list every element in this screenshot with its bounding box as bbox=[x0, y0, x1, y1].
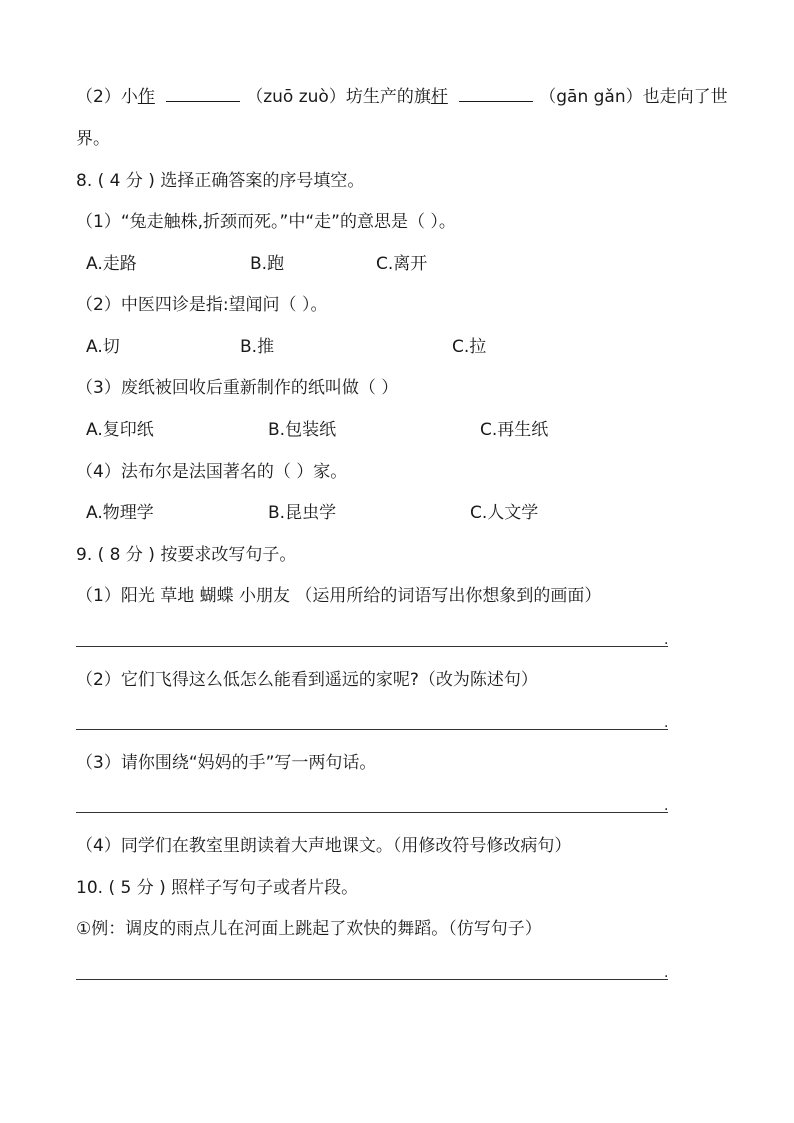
q8-item-4-option-c[interactable]: C.人文学 bbox=[470, 503, 539, 523]
q8-item-4-option-b[interactable]: B.昆虫学 bbox=[268, 503, 337, 523]
q8-item-1-question: （1）“兔走触株,折颈而死。”中“走”的意思是（ ）。 bbox=[76, 212, 456, 232]
q8-item-3-question: （3）废纸被回收后重新制作的纸叫做（ ） bbox=[76, 378, 399, 398]
q9-item-1-answer-line[interactable] bbox=[76, 646, 668, 647]
q10-item-1-answer-line[interactable] bbox=[76, 979, 668, 980]
q7-blank-1[interactable] bbox=[166, 87, 240, 102]
q7-pinyin-1: （zuō zuò）坊生产的旗 bbox=[246, 87, 431, 107]
q8-item-1-option-c[interactable]: C.离开 bbox=[376, 254, 428, 274]
q8-item-3-option-a[interactable]: A.复印纸 bbox=[86, 420, 154, 440]
q7-part2-line bbox=[76, 86, 728, 108]
q8-item-4-question: （4）法布尔是法国著名的（ ）家。 bbox=[76, 462, 348, 482]
q9-item-2-answer-line[interactable] bbox=[76, 729, 668, 730]
q8-item-4-option-a[interactable]: A.物理学 bbox=[86, 503, 154, 523]
q8-item-2-option-b[interactable]: B.推 bbox=[240, 337, 275, 357]
q8-item-2-option-c[interactable]: C.拉 bbox=[452, 337, 487, 357]
q7-pinyin-2: （gān gǎn）也走向了世 bbox=[539, 87, 728, 107]
q9-item-2-line-end: . bbox=[664, 715, 669, 731]
q10-item-1: ①例：调皮的雨点儿在河面上跳起了欢快的舞蹈。（仿写句子） bbox=[76, 919, 542, 939]
q7-word-2: 杆 bbox=[430, 87, 448, 107]
q9-item-3: （3）请你围绕“妈妈的手”写一两句话。 bbox=[76, 753, 377, 773]
q7-word-1: 作 bbox=[137, 87, 155, 107]
q8-item-1-option-b[interactable]: B.跑 bbox=[250, 254, 285, 274]
q9-title: 9. ( 8 分 ) 按要求改写句子。 bbox=[76, 545, 297, 565]
q9-item-1: （1）阳光 草地 蝴蝶 小朋友 （运用所给的词语写出你想象到的画面） bbox=[76, 586, 602, 606]
q8-title: 8. ( 4 分 ) 选择正确答案的序号填空。 bbox=[76, 171, 365, 191]
q7-blank-2[interactable] bbox=[459, 87, 533, 102]
q9-item-2: （2）它们飞得这么低怎么能看到遥远的家呢?（改为陈述句） bbox=[76, 670, 538, 690]
q8-item-2-question: （2）中医四诊是指:望闻问（ ）。 bbox=[76, 295, 328, 315]
q8-item-3-option-c[interactable]: C.再生纸 bbox=[480, 420, 549, 440]
q10-title: 10. ( 5 分 ) 照样子写句子或者片段。 bbox=[76, 878, 359, 898]
q10-item-1-line-end: . bbox=[664, 965, 669, 981]
q9-item-3-answer-line[interactable] bbox=[76, 812, 668, 813]
q7-part2-continuation: 界。 bbox=[76, 129, 110, 149]
q9-item-1-line-end: . bbox=[664, 632, 669, 648]
q8-item-1-option-a[interactable]: A.走路 bbox=[86, 254, 137, 274]
q9-item-4: （4）同学们在教室里朗读着大声地课文。（用修改符号修改病句） bbox=[76, 836, 572, 856]
q9-item-3-line-end: . bbox=[664, 798, 669, 814]
q8-item-3-option-b[interactable]: B.包装纸 bbox=[268, 420, 337, 440]
q7-part2-prefix: （2）小 bbox=[76, 87, 138, 107]
q8-item-2-option-a[interactable]: A.切 bbox=[86, 337, 120, 357]
